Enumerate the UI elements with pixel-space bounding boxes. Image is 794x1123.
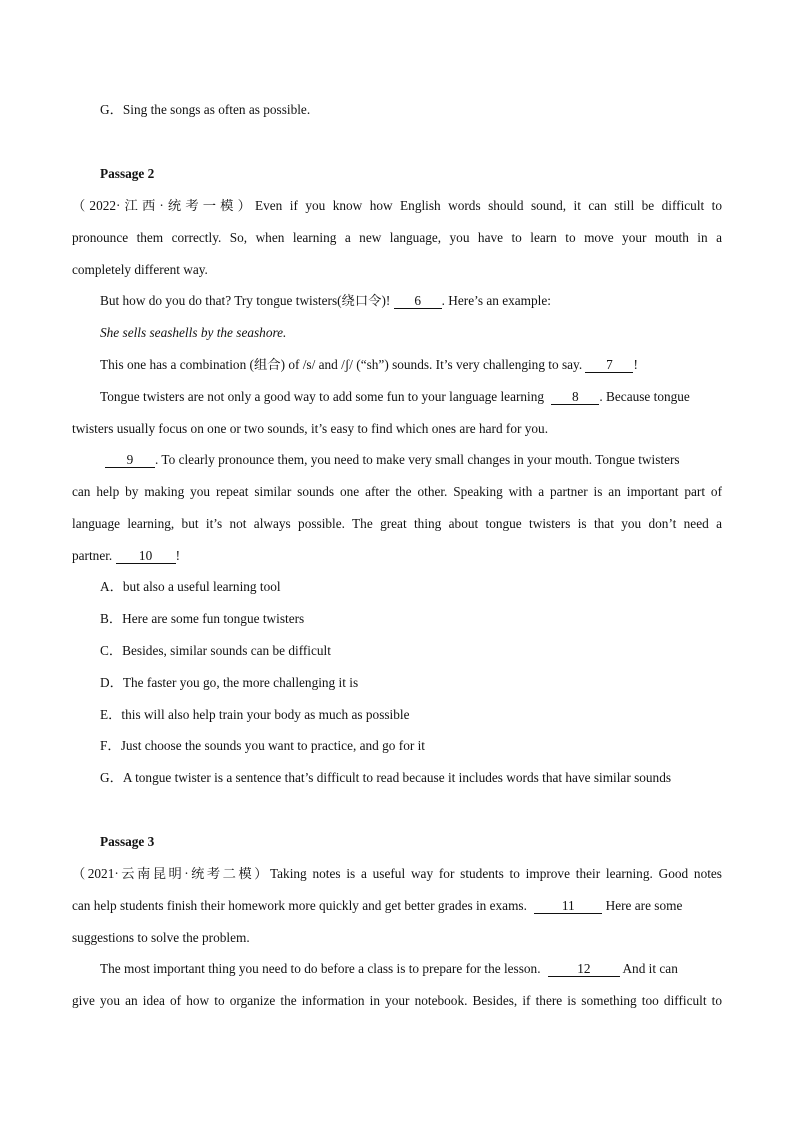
option-f: F．Just choose the sounds you want to practice, and go for it xyxy=(100,738,425,753)
p4-text-a: Tongue twisters are not only a good way to add some fun to your language learning xyxy=(100,389,545,404)
passage-2-p4-line1 xyxy=(100,388,690,406)
p3-text-a: This one has a combination (组合) of /s/ and /ʃ/ (“sh”) sounds. It’s very challenging to say. xyxy=(100,357,583,372)
option-d: D．The faster you go, the more challenging it is xyxy=(100,675,359,690)
blank-6[interactable]: 6 xyxy=(394,293,442,309)
p5-text-a: . To clearly pronounce them, you need to make very small changes in your mouth. Tongue twisters xyxy=(155,452,680,467)
passage-3-p1-line3: suggestions to solve the problem. xyxy=(72,930,250,945)
option-e: E．this will also help train your body as much as possible xyxy=(100,707,410,722)
p2-text-a: But how do you do that? Try tongue twisters(绕口令)! xyxy=(100,293,391,308)
option-g: G．A tongue twister is a sentence that’s difficult to read because it includes words that have similar sounds xyxy=(100,770,672,785)
passage-3-p1-line2 xyxy=(72,897,682,915)
passage-2-p1-line3: completely different way. xyxy=(72,262,208,277)
passage-3-p2-line2: give you an idea of how to organize the information in your notebook. Besides, if there is something too difficult to xyxy=(72,993,722,1008)
option-a: A．but also a useful learning tool xyxy=(100,579,281,594)
p3-p2-text-b: And it can xyxy=(622,961,678,976)
blank-10[interactable]: 10 xyxy=(116,548,176,564)
blank-7[interactable]: 7 xyxy=(585,357,633,373)
example-sentence: She sells seashells by the seashore. xyxy=(100,325,287,340)
passage-3-p1-line1: （2021·云南昆明·统考二模）Taking notes is a useful way for students to improve their learning. Good notes xyxy=(72,866,722,881)
passage-2-p5-line4 xyxy=(72,547,180,565)
passage-2-p5-line1 xyxy=(105,451,680,469)
p3-p2-text-a: The most important thing you need to do before a class is to prepare for the lesson. xyxy=(100,961,541,976)
option-b: B．Here are some fun tongue twisters xyxy=(100,611,305,626)
passage-2-p3 xyxy=(100,356,638,374)
blank-8[interactable]: 8 xyxy=(551,389,599,405)
p2-text-b: . Here’s an example: xyxy=(441,293,551,308)
passage-2-p1-line2: pronounce them correctly. So, when learning a new language, you have to learn to move your mouth in a xyxy=(72,230,722,245)
passage-2-p5-line3: language learning, but it’s not always possible. The great thing about tongue twisters is that you don’t need a xyxy=(72,516,722,531)
passage-3-title: Passage 3 xyxy=(100,834,155,849)
passage-2-p1-line1: （2022·江西·统考一模）Even if you know how English words should sound, it can still be difficult to xyxy=(72,198,722,213)
passage-2-p4-line2: twisters usually focus on one or two sounds, it’s easy to find which ones are hard for you. xyxy=(72,421,549,436)
blank-9[interactable]: 9 xyxy=(105,452,155,468)
p4-text-b: . Because tongue xyxy=(599,389,690,404)
p5-text-l4b: ! xyxy=(175,548,181,563)
prev-option-g: G．Sing the songs as often as possible. xyxy=(100,102,311,117)
blank-11[interactable]: 11 xyxy=(534,898,602,914)
option-c: C．Besides, similar sounds can be difficult xyxy=(100,643,331,658)
passage-2-p5-line2: can help by making you repeat similar sounds one after the other. Speaking with a partner is an important part of xyxy=(72,484,722,499)
passage-3-p2-line1 xyxy=(100,960,678,978)
p5-text-l4a: partner. xyxy=(72,548,113,563)
blank-12[interactable]: 12 xyxy=(548,961,620,977)
p3-l2-text-b: Here are some xyxy=(605,898,683,913)
passage-2-title: Passage 2 xyxy=(100,166,155,181)
p3-l2-text-a: can help students finish their homework more quickly and get better grades in exams. xyxy=(72,898,527,913)
passage-2-p2 xyxy=(100,292,551,310)
p3-text-b: ! xyxy=(633,357,638,372)
